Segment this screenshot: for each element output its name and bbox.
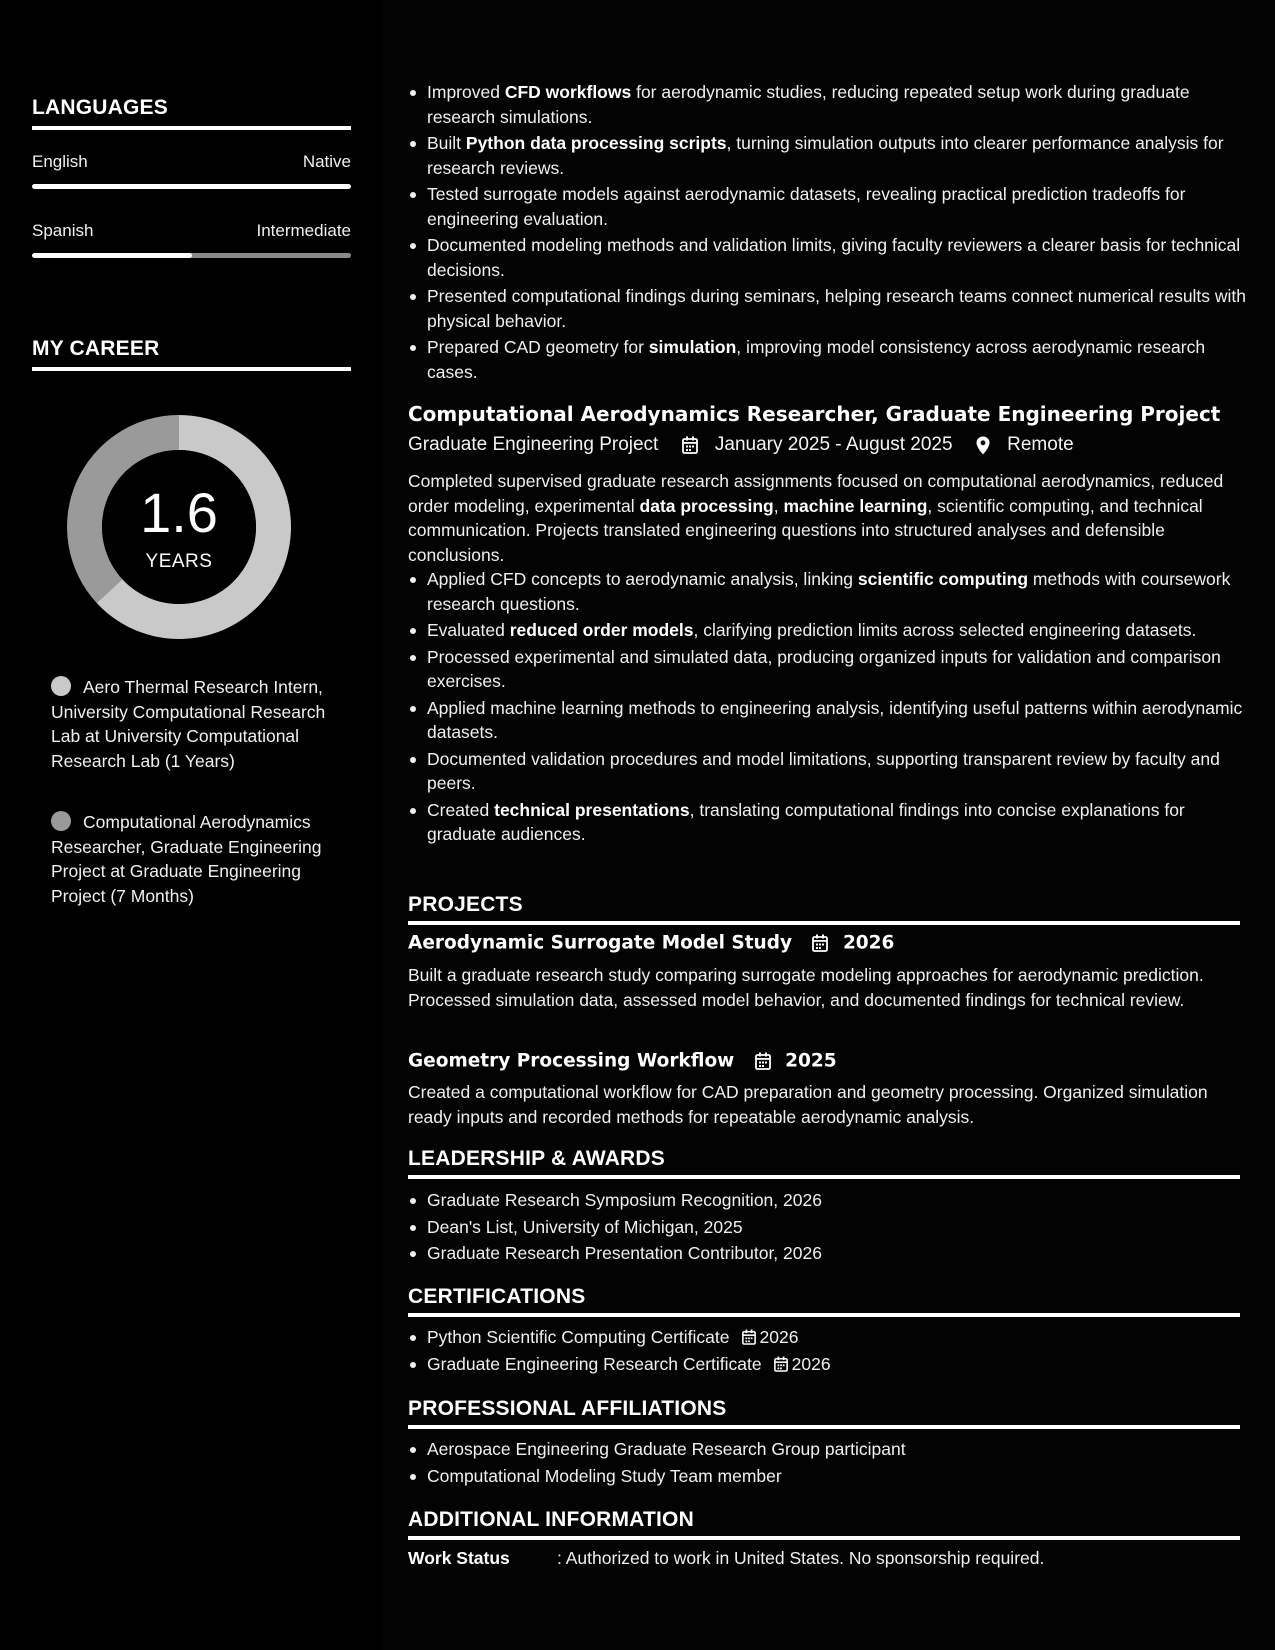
job-title: Computational Aerodynamics Researcher, Graduate Engineering Project bbox=[408, 402, 1221, 426]
career-legend-item bbox=[51, 675, 331, 773]
affiliations-list bbox=[408, 1437, 1248, 1490]
language-level: Intermediate bbox=[256, 221, 351, 240]
job-meta bbox=[408, 434, 1074, 460]
work-status-label: Work Status bbox=[408, 1548, 510, 1568]
legend-dot bbox=[51, 811, 71, 831]
job-summary: Completed supervised graduate research assignments focused on computational aerodynamics, reduced order modeling, experimental data processing, machine learning, scientific computing, and technical communication. Projects translated engineering questions into structured analyses and defensible conclusions. bbox=[408, 471, 1224, 565]
list-item: Applied CFD concepts to aerodynamic analysis, linking scientific computing methods with coursework research questions. bbox=[408, 567, 1248, 616]
list-item: Graduate Research Symposium Recognition, 2026 bbox=[408, 1188, 1248, 1213]
language-row bbox=[32, 221, 351, 243]
language-level: Native bbox=[302, 152, 351, 171]
calendar-icon bbox=[742, 1329, 756, 1345]
language-proficiency-bar bbox=[32, 184, 351, 189]
career-total-unit: YEARS bbox=[145, 551, 213, 572]
calendar-icon bbox=[774, 1356, 788, 1372]
list-item: Processed experimental and simulated data, producing organized inputs for validation and comparison exercises. bbox=[408, 645, 1248, 694]
certification-year: 2026 bbox=[791, 1353, 831, 1374]
project-title bbox=[408, 1050, 837, 1076]
list-item: Documented modeling methods and validation limits, giving faculty reviewers a clearer basis for technical decisions. bbox=[408, 233, 1248, 282]
work-status-value: : Authorized to work in United States. No sponsorship required. bbox=[557, 1548, 1045, 1568]
location-pin-icon bbox=[976, 436, 990, 455]
list-item: Prepared CAD geometry for simulation, improving model consistency across aerodynamic research cases. bbox=[408, 335, 1248, 384]
awards-list bbox=[408, 1188, 1248, 1268]
list-item bbox=[408, 1325, 1248, 1350]
list-item: Tested surrogate models against aerodynamic datasets, revealing practical prediction tradeoffs for engineering evaluation. bbox=[408, 182, 1248, 231]
job-location: Remote bbox=[1007, 434, 1074, 455]
sidebar bbox=[0, 0, 382, 1650]
certification-year: 2026 bbox=[759, 1327, 799, 1347]
list-item: Presented computational findings during seminars, helping research teams connect numerical results with physical behavior. bbox=[408, 284, 1248, 333]
calendar-icon bbox=[812, 934, 828, 952]
list-item: Created technical presentations, translating computational findings into concise explanations for graduate audiences. bbox=[408, 798, 1248, 847]
language-row bbox=[32, 152, 351, 174]
project-year: 2025 bbox=[785, 1050, 837, 1072]
career-heading: MY CAREER bbox=[32, 337, 351, 371]
language-proficiency-bar bbox=[32, 253, 351, 258]
certification-name: Graduate Engineering Research Certificate bbox=[427, 1353, 762, 1374]
language-name: English bbox=[32, 152, 88, 171]
calendar-icon bbox=[755, 1052, 771, 1070]
project-title bbox=[408, 932, 894, 958]
affiliations-heading: PROFESSIONAL AFFILIATIONS bbox=[408, 1397, 1240, 1429]
project-name: Aerodynamic Surrogate Model Study bbox=[408, 932, 793, 954]
calendar-icon bbox=[682, 436, 698, 454]
list-item: Documented validation procedures and model limitations, supporting transparent review by faculty and peers. bbox=[408, 747, 1248, 796]
additional-info-heading: ADDITIONAL INFORMATION bbox=[408, 1508, 1240, 1540]
list-item: Improved CFD workflows for aerodynamic studies, reducing repeated setup work during graduate research simulations. bbox=[408, 80, 1248, 129]
list-item: Evaluated reduced order models, clarifying prediction limits across selected engineering datasets. bbox=[408, 618, 1248, 643]
list-item: Applied machine learning methods to engineering analysis, identifying useful patterns within aerodynamic datasets. bbox=[408, 696, 1248, 745]
list-item: Aerospace Engineering Graduate Research Group participant bbox=[408, 1437, 1248, 1462]
awards-heading: LEADERSHIP & AWARDS bbox=[408, 1147, 1240, 1179]
job-company: Graduate Engineering Project bbox=[408, 434, 659, 455]
legend-dot bbox=[51, 676, 71, 696]
projects-heading: PROJECTS bbox=[408, 893, 1240, 925]
project-year: 2026 bbox=[842, 932, 895, 954]
list-item: Computational Modeling Study Team member bbox=[408, 1464, 1248, 1489]
languages-heading: LANGUAGES bbox=[32, 96, 351, 130]
certifications-list bbox=[408, 1325, 1248, 1378]
career-total-value: 1.6 bbox=[140, 481, 218, 544]
job-dates: January 2025 - August 2025 bbox=[714, 434, 953, 455]
previous-job-bullets bbox=[408, 80, 1248, 386]
language-name: Spanish bbox=[32, 221, 94, 240]
career-legend-item bbox=[51, 810, 331, 908]
language-proficiency-fill bbox=[32, 253, 192, 258]
language-proficiency-fill bbox=[32, 184, 351, 189]
project-description: Built a graduate research study comparing surrogate modeling approaches for aerodynamic prediction. Processed simulation data, assessed model behavior, and documented findings for technical review. bbox=[408, 965, 1204, 1010]
certification-name: Python Scientific Computing Certificate bbox=[427, 1327, 730, 1347]
project-description: Created a computational workflow for CAD preparation and geometry processing. Organized simulation ready inputs and recorded methods for repeatable aerodynamic analysis. bbox=[408, 1082, 1208, 1127]
career-legend-label: Computational Aerodynamics Researcher, Graduate Engineering Project at Graduate Engineering Project (7 Months) bbox=[51, 812, 322, 906]
certifications-heading: CERTIFICATIONS bbox=[408, 1285, 1240, 1317]
list-item: Graduate Research Presentation Contributor, 2026 bbox=[408, 1241, 1248, 1266]
career-legend-label: Aero Thermal Research Intern, University Computational Research Lab at University Computational Research Lab (1 Years) bbox=[51, 677, 326, 771]
list-item: Built Python data processing scripts, turning simulation outputs into clearer performance analysis for research reviews. bbox=[408, 131, 1248, 180]
list-item bbox=[408, 1352, 1248, 1377]
list-item: Dean's List, University of Michigan, 2025 bbox=[408, 1215, 1248, 1240]
project-name: Geometry Processing Workflow bbox=[408, 1050, 735, 1072]
job-bullets bbox=[408, 567, 1248, 849]
